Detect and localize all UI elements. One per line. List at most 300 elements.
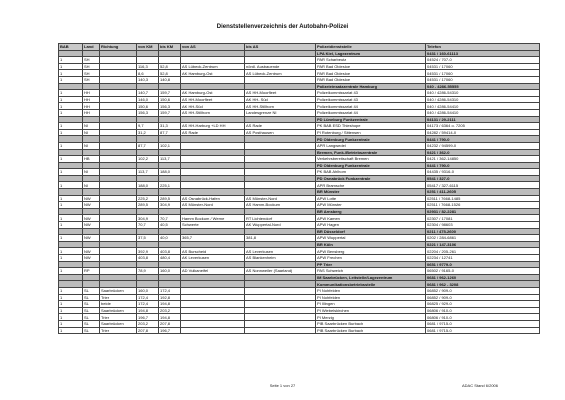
- von-as-cell: Schwerte: [181, 222, 245, 229]
- von-as-cell: [181, 274, 245, 281]
- von-km-cell: 140,7: [137, 90, 159, 97]
- bis-km-cell: 172,4: [159, 287, 181, 294]
- richtung-cell: [100, 129, 137, 136]
- richtung-cell: [100, 222, 137, 229]
- richtung-cell: [100, 281, 137, 288]
- bis-km-cell: 194,8: [159, 314, 181, 321]
- von-km-cell: [137, 175, 159, 182]
- table-row: [59, 222, 540, 229]
- dienststelle-cell: APW Frechen: [316, 255, 426, 262]
- table-row: [59, 215, 540, 222]
- dienststelle-cell: BR Düsseldorf: [316, 228, 426, 235]
- telefon-cell: 0421 / 362-14850: [426, 156, 540, 163]
- section-header-row: [59, 162, 540, 169]
- bis-km-cell: 102,1: [159, 142, 181, 149]
- land-cell: SH: [83, 76, 100, 83]
- bis-km-cell: 188,0: [159, 169, 181, 176]
- richtung-cell: [100, 261, 137, 268]
- richtung-cell: [100, 162, 137, 169]
- bis-as-cell: RT Lichtendorf: [245, 215, 316, 222]
- bis-as-cell: [245, 175, 316, 182]
- richtung-cell: [100, 241, 137, 248]
- telefon-cell: 0251 / 411-2605: [426, 189, 540, 196]
- bis-as-cell: AS HH-Stillhorn: [245, 103, 316, 110]
- dienststelle-cell: PI Nohfelden: [316, 294, 426, 301]
- telefon-cell: 06806 / 910-0: [426, 314, 540, 321]
- bis-km-cell: 52,8: [159, 63, 181, 70]
- bis-as-cell: [245, 314, 316, 321]
- dienststelle-cell: Polizeikommissariat 43: [316, 90, 426, 97]
- section-header-row: [59, 274, 540, 281]
- dienststelle-cell: PAR Scharbeutz: [316, 57, 426, 64]
- section-header-row: [59, 50, 540, 57]
- von-as-cell: [181, 116, 245, 123]
- bis-km-cell: [159, 175, 181, 182]
- column-header-telefon: Telefon: [426, 44, 540, 51]
- telefon-cell: 0681 / 9715-0: [426, 327, 540, 334]
- land-cell: [83, 162, 100, 169]
- von-as-cell: [181, 76, 245, 83]
- bis-as-cell: [245, 307, 316, 314]
- telefon-cell: 06502 / 9165-0: [426, 268, 540, 275]
- von-as-cell: [181, 307, 245, 314]
- bab-cell: 1: [59, 215, 83, 222]
- bis-km-cell: 225,1: [159, 182, 181, 189]
- bis-as-cell: [245, 50, 316, 57]
- land-cell: NW: [83, 202, 100, 209]
- land-cell: NW: [83, 215, 100, 222]
- column-header-von-km: von KM: [137, 44, 159, 51]
- dienststelle-cell: PI Merzig: [316, 314, 426, 321]
- von-as-cell: AD Vulkaneifel: [181, 268, 245, 275]
- bab-cell: [59, 228, 83, 235]
- telefon-cell: 04282 / 59414-0: [426, 129, 540, 136]
- von-km-cell: [137, 228, 159, 235]
- dienststelle-cell: PD Oldenburg Funkzentrale: [316, 136, 426, 143]
- von-km-cell: 70,7: [137, 222, 159, 229]
- von-as-cell: [181, 162, 245, 169]
- dienststelle-cell: PP Trier: [316, 261, 426, 268]
- richtung-cell: [100, 76, 137, 83]
- dienststelle-cell: PD Lüneburg Funkzentrale: [316, 116, 426, 123]
- land-cell: SL: [83, 327, 100, 334]
- bab-cell: 1: [59, 142, 83, 149]
- richtung-cell: [100, 195, 137, 202]
- von-as-cell: [181, 294, 245, 301]
- von-as-cell: [181, 281, 245, 288]
- land-cell: SH: [83, 63, 100, 70]
- von-km-cell: 172,4: [137, 301, 159, 308]
- telefon-cell: 02204 / 205-261: [426, 248, 540, 255]
- von-as-cell: [181, 189, 245, 196]
- bab-cell: 1: [59, 268, 83, 275]
- section-header-row: [59, 208, 540, 215]
- richtung-cell: [100, 274, 137, 281]
- von-km-cell: [137, 162, 159, 169]
- bis-km-cell: [159, 189, 181, 196]
- von-km-cell: [137, 83, 159, 90]
- bab-cell: 1: [59, 63, 83, 70]
- bab-cell: 1: [59, 222, 83, 229]
- dienststelle-cell: APW Bensberg: [316, 248, 426, 255]
- land-cell: [83, 261, 100, 268]
- bab-cell: [59, 149, 83, 156]
- bis-as-cell: [245, 169, 316, 176]
- von-as-cell: AK HH-Süd: [181, 103, 245, 110]
- bis-as-cell: [245, 301, 316, 308]
- bis-km-cell: [159, 208, 181, 215]
- bis-km-cell: 480,4: [159, 255, 181, 262]
- bis-km-cell: [159, 50, 181, 57]
- section-header-row: [59, 136, 540, 143]
- von-km-cell: 203,2: [137, 320, 159, 327]
- section-header-row: [59, 241, 540, 248]
- column-header-bis-as: bis AS: [245, 44, 316, 51]
- von-km-cell: 8,6: [137, 70, 159, 77]
- richtung-cell: [100, 63, 137, 70]
- von-km-cell: [137, 189, 159, 196]
- von-as-cell: [181, 149, 245, 156]
- telefon-cell: 0441 / 790-0: [426, 136, 540, 143]
- von-km-cell: [137, 274, 159, 281]
- bab-cell: [59, 50, 83, 57]
- bis-km-cell: [159, 57, 181, 64]
- land-cell: [83, 149, 100, 156]
- bab-cell: [59, 261, 83, 268]
- land-cell: NW: [83, 235, 100, 242]
- von-km-cell: 156,3: [137, 109, 159, 116]
- von-as-cell: [181, 241, 245, 248]
- dienststelle-cell: APW Hagen: [316, 222, 426, 229]
- table-row: [59, 294, 540, 301]
- bis-as-cell: [245, 57, 316, 64]
- bis-as-cell: AS HH-Moorfleet: [245, 90, 316, 97]
- bis-km-cell: 150,6: [159, 96, 181, 103]
- bab-cell: 1: [59, 248, 83, 255]
- von-as-cell: [181, 182, 245, 189]
- table-row: [59, 182, 540, 189]
- bis-as-cell: [245, 261, 316, 268]
- telefon-cell: 040 / 4286-54310: [426, 90, 540, 97]
- bis-km-cell: [159, 274, 181, 281]
- table-body: [59, 50, 540, 334]
- bis-as-cell: 381,8: [245, 235, 316, 242]
- dienststelle-cell: PI Rotenburg / Sittensen: [316, 129, 426, 136]
- bis-as-cell: [245, 142, 316, 149]
- table-row: [59, 255, 540, 262]
- table-row: [59, 70, 540, 77]
- bis-km-cell: 207,8: [159, 320, 181, 327]
- von-km-cell: [137, 50, 159, 57]
- von-km-cell: [137, 208, 159, 215]
- dienststelle-cell: APW Münster: [316, 202, 426, 209]
- bab-cell: 1: [59, 129, 83, 136]
- dienststelle-cell: APW Lotte: [316, 195, 426, 202]
- von-km-cell: 225,2: [137, 195, 159, 202]
- dienststelle-cell: PI Wiebelskirchen: [316, 307, 426, 314]
- richtung-cell: Saarbrücken: [100, 307, 137, 314]
- richtung-cell: [100, 103, 137, 110]
- bis-as-cell: [245, 241, 316, 248]
- von-as-cell: AS Lübeck-Zentrum: [181, 63, 245, 70]
- land-cell: [83, 83, 100, 90]
- column-header-bis-km: bis KM: [159, 44, 181, 51]
- bab-cell: 1: [59, 123, 83, 130]
- von-km-cell: 113,7: [137, 169, 159, 176]
- bis-as-cell: Landesgrenze NI: [245, 109, 316, 116]
- land-cell: [83, 136, 100, 143]
- bab-cell: 1: [59, 320, 83, 327]
- bis-as-cell: AS Hamm-Bockum: [245, 202, 316, 209]
- bis-as-cell: [245, 162, 316, 169]
- richtung-cell: [100, 149, 137, 156]
- bab-cell: [59, 189, 83, 196]
- von-as-cell: AS Osnabrück-Hafen: [181, 195, 245, 202]
- dienststelle-cell: PAR Bad Oldesloe: [316, 63, 426, 70]
- telefon-cell: 04531 / 17060: [426, 76, 540, 83]
- von-as-cell: AS Rade: [181, 129, 245, 136]
- dienststelle-cell: BR Köln: [316, 241, 426, 248]
- von-km-cell: 9,7: [137, 123, 159, 130]
- land-cell: NW: [83, 255, 100, 262]
- section-header-row: [59, 116, 540, 123]
- bab-cell: 1: [59, 235, 83, 242]
- land-cell: SL: [83, 320, 100, 327]
- bis-km-cell: [159, 162, 181, 169]
- von-km-cell: 37,5: [137, 235, 159, 242]
- table-row: [59, 142, 540, 149]
- telefon-cell: 0221 / 147-3106: [426, 241, 540, 248]
- telefon-cell: 02511 / 7668-1526: [426, 202, 540, 209]
- dienststelle-cell: PD Oldenburg Funkzentrale: [316, 162, 426, 169]
- bis-as-cell: AS Blankenheim: [245, 255, 316, 262]
- bab-cell: 1: [59, 57, 83, 64]
- von-as-cell: [181, 156, 245, 163]
- von-as-cell: [181, 327, 245, 334]
- von-km-cell: 87,7: [137, 142, 159, 149]
- land-cell: NI: [83, 123, 100, 130]
- von-km-cell: 146,0: [137, 96, 159, 103]
- land-cell: HB: [83, 156, 100, 163]
- bab-cell: [59, 83, 83, 90]
- von-as-cell: [181, 301, 245, 308]
- von-as-cell: AK Leverkusen: [181, 255, 245, 262]
- bis-km-cell: 40,0: [159, 235, 181, 242]
- bis-as-cell: AS Lübeck-Zentrum: [245, 70, 316, 77]
- dienststelle-cell: PI Nohfelden: [316, 287, 426, 294]
- land-cell: [83, 175, 100, 182]
- telefon-cell: 04531 / 17060: [426, 63, 540, 70]
- dienststelle-cell: Verkehrsbereitschaft Bremen: [316, 156, 426, 163]
- land-cell: HH: [83, 109, 100, 116]
- land-cell: SL: [83, 301, 100, 308]
- land-cell: [83, 228, 100, 235]
- land-cell: [83, 274, 100, 281]
- dienststelle-cell: Polizeikommissariat 43: [316, 96, 426, 103]
- von-km-cell: 194,8: [137, 307, 159, 314]
- bis-as-cell: AK Wuppertal-Nord: [245, 222, 316, 229]
- von-as-cell: [181, 314, 245, 321]
- land-cell: [83, 208, 100, 215]
- richtung-cell: [100, 109, 137, 116]
- dienststelle-cell: PAS Schweich: [316, 268, 426, 275]
- telefon-cell: 0681 / 962 - 3208: [426, 281, 540, 288]
- telefon-cell: 0211 / 475-2600: [426, 228, 540, 235]
- telefon-cell: 040 / 4286-54410: [426, 103, 540, 110]
- footer-stand: ADAC Stand 6/2006: [461, 383, 498, 388]
- bis-km-cell: 87,7: [159, 129, 181, 136]
- telefon-cell: 02307 / 17081: [426, 215, 540, 222]
- von-as-cell: [181, 57, 245, 64]
- von-as-cell: [181, 261, 245, 268]
- column-header-richtung: Richtung: [100, 44, 137, 51]
- table-row: [59, 96, 540, 103]
- von-as-cell: AS Burscheid: [181, 248, 245, 255]
- bis-km-cell: 203,2: [159, 307, 181, 314]
- telefon-cell: 06852 / 909-0: [426, 294, 540, 301]
- bab-cell: 1: [59, 307, 83, 314]
- richtung-cell: [100, 268, 137, 275]
- bab-cell: [59, 162, 83, 169]
- bab-cell: 1: [59, 109, 83, 116]
- bab-cell: [59, 274, 83, 281]
- table-row: [59, 314, 540, 321]
- richtung-cell: [100, 248, 137, 255]
- dienststelle-cell: Bremen, Funk-/Betriebszentrale: [316, 149, 426, 156]
- table-row: [59, 307, 540, 314]
- land-cell: NI: [83, 182, 100, 189]
- bab-cell: 1: [59, 182, 83, 189]
- telefon-cell: 0541 / 327-0: [426, 175, 540, 182]
- section-header-row: [59, 175, 540, 182]
- land-cell: [83, 189, 100, 196]
- von-km-cell: 150,6: [137, 103, 159, 110]
- land-cell: SL: [83, 314, 100, 321]
- telefon-cell: 02234 / 12741: [426, 255, 540, 262]
- bis-as-cell: [245, 136, 316, 143]
- telefon-cell: 06852 / 909-0: [426, 287, 540, 294]
- richtung-cell: [100, 208, 137, 215]
- bis-as-cell: nördl. Ausbauende: [245, 63, 316, 70]
- column-header-von-as: von AS: [181, 44, 245, 51]
- richtung-cell: [100, 228, 137, 235]
- page-number: Seite 1 von 27: [269, 383, 296, 388]
- bis-km-cell: 304,9: [159, 202, 181, 209]
- von-km-cell: 207,8: [137, 327, 159, 334]
- bis-km-cell: [159, 241, 181, 248]
- von-km-cell: 403,8: [137, 255, 159, 262]
- dienststelle-cell: BR Arnsberg: [316, 208, 426, 215]
- richtung-cell: Trier: [100, 327, 137, 334]
- dienststelle-cell: PAR Bad Oldesloe: [316, 76, 426, 83]
- dienststelle-cell: APW Wuppertal: [316, 235, 426, 242]
- table-row: [59, 76, 540, 83]
- bis-as-cell: AS Rade: [245, 123, 316, 130]
- richtung-cell: [100, 57, 137, 64]
- telefon-cell: 04524 / 707-0: [426, 57, 540, 64]
- von-km-cell: 78,9: [137, 268, 159, 275]
- von-km-cell: [137, 116, 159, 123]
- bis-km-cell: 40,5: [159, 222, 181, 229]
- land-cell: [83, 241, 100, 248]
- dienststelle-cell: PI Illingen: [316, 301, 426, 308]
- bis-km-cell: [159, 228, 181, 235]
- bab-cell: 1: [59, 76, 83, 83]
- von-as-cell: AK Hamburg-Ost: [181, 90, 245, 97]
- land-cell: NW: [83, 222, 100, 229]
- von-km-cell: 392,9: [137, 248, 159, 255]
- telefon-cell: 06806 / 910-0: [426, 307, 540, 314]
- von-as-cell: [181, 175, 245, 182]
- telefon-cell: 05417 / 327-6115: [426, 182, 540, 189]
- section-header-row: [59, 228, 540, 235]
- telefon-cell: 04435 / 9316-0: [426, 169, 540, 176]
- richtung-cell: Trier: [100, 294, 137, 301]
- von-as-cell: [181, 83, 245, 90]
- bis-as-cell: [245, 320, 316, 327]
- von-km-cell: 102,2: [137, 156, 159, 163]
- land-cell: HH: [83, 96, 100, 103]
- bis-km-cell: 194,8: [159, 301, 181, 308]
- bis-km-cell: 192,8: [159, 294, 181, 301]
- von-as-cell: 365,7: [181, 235, 245, 242]
- von-km-cell: [137, 281, 159, 288]
- table-row: [59, 63, 540, 70]
- bab-cell: [59, 116, 83, 123]
- land-cell: NI: [83, 169, 100, 176]
- telefon-cell: 02931 / 82-2281: [426, 208, 540, 215]
- richtung-cell: [100, 116, 137, 123]
- telefon-cell: 0681 / 962-1260: [426, 274, 540, 281]
- von-km-cell: 140,3: [137, 76, 159, 83]
- table-row: [59, 268, 540, 275]
- von-as-cell: [181, 228, 245, 235]
- richtung-cell: [100, 189, 137, 196]
- richtung-cell: [100, 255, 137, 262]
- bis-as-cell: [245, 281, 316, 288]
- bis-as-cell: AK HH- Süd: [245, 96, 316, 103]
- bis-as-cell: [245, 208, 316, 215]
- bab-cell: 1: [59, 294, 83, 301]
- telefon-cell: 04173 / 6364 o. 7205: [426, 123, 540, 130]
- table-row: [59, 156, 540, 163]
- von-km-cell: [137, 136, 159, 143]
- bis-km-cell: [159, 281, 181, 288]
- von-as-cell: AK Hamburg-Ost: [181, 70, 245, 77]
- dienststelle-cell: PIB Saarbrücken Burbach: [316, 327, 426, 334]
- richtung-cell: [100, 202, 137, 209]
- von-km-cell: 160,0: [137, 287, 159, 294]
- dienststelle-cell: Polizeieinsatzzentrale Hamburg: [316, 83, 426, 90]
- richtung-cell: [100, 182, 137, 189]
- bis-as-cell: [245, 228, 316, 235]
- land-cell: [83, 50, 100, 57]
- von-as-cell: AS HH-Stillhorn: [181, 109, 245, 116]
- richtung-cell: [100, 169, 137, 176]
- bis-as-cell: [245, 149, 316, 156]
- bis-as-cell: AS Münster-Nord: [245, 195, 316, 202]
- telefon-cell: 0651 / 9779-0: [426, 261, 540, 268]
- land-cell: NW: [83, 195, 100, 202]
- table-row: [59, 169, 540, 176]
- telefon-cell: 040 / 4286-54310: [426, 96, 540, 103]
- von-km-cell: [137, 261, 159, 268]
- von-as-cell: [181, 142, 245, 149]
- bis-km-cell: 159,7: [159, 109, 181, 116]
- section-header-row: [59, 149, 540, 156]
- bis-km-cell: [159, 149, 181, 156]
- bis-km-cell: [159, 261, 181, 268]
